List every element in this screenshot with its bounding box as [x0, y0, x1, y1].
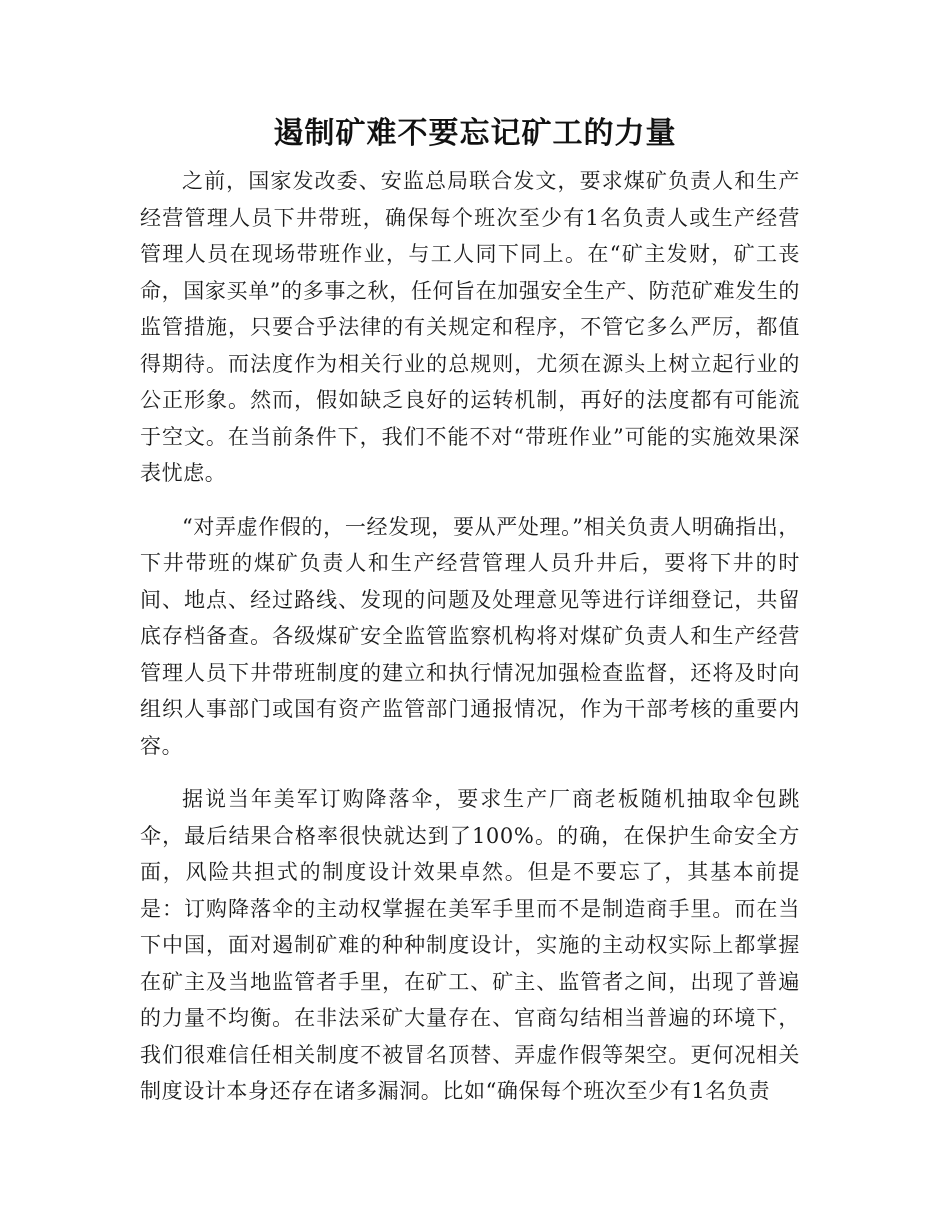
paragraph-1: 之前，国家发改委、安监总局联合发文，要求煤矿负责人和生产经营管理人员下井带班，确保每个班次至少有1名负责人或生产经营管理人员在现场带班作业，与工人同下同上。在“矿主发财，矿工丧命，国家买单”的多事之秋，任何旨在加强安全生产、防范矿难发生的监管措施，只要合乎法律的有关规定和程序，不管它多么严厉，都值得期待。而法度作为相关行业的总规则，尤须在源头上树立起行业的公正形象。然而，假如缺乏良好的运转机制，再好的法度都有可能流于空文。在当前条件下，我们不能不对“带班作业”可能的实施效果深表忧虑。 [140, 169, 800, 485]
paragraph-3: 据说当年美军订购降落伞，要求生产厂商老板随机抽取伞包跳伞，最后结果合格率很快就达到了100%。的确，在保护生命安全方面，风险共担式的制度设计效果卓然。但是不要忘了，其基本前提是：订购降落伞的主动权掌握在美军手里而不是制造商手里。而在当下中国，面对遏制矿难的种种制度设计，实施的主动权实际上都掌握在矿主及当地监管者手里，在矿工、矿主、监管者之间，出现了普遍的力量不均衡。在非法采矿大量存在、官商勾结相当普遍的环境下，我们很难信任相关制度不被冒名顶替、弄虚作假等架空。更何况相关制度设计本身还存在诸多漏洞。比如“确保每个班次至少有1名负责 [140, 787, 800, 1103]
document-body [140, 163, 800, 1110]
paragraph-2: “对弄虚作假的，一经发现，要从严处理。”相关负责人明确指出，下井带班的煤矿负责人和生产经营管理人员升井后，要将下井的时间、地点、经过路线、发现的问题及处理意见等进行详细登记，共留底存档备查。各级煤矿安全监管监察机构将对煤矿负责人和生产经营管理人员下井带班制度的建立和执行情况加强检查监督，还将及时向组织人事部门或国有资产监管部门通报情况，作为干部考核的重要内容。 [140, 514, 800, 758]
document-title: 遏制矿难不要忘记矿工的力量 [273, 116, 677, 151]
